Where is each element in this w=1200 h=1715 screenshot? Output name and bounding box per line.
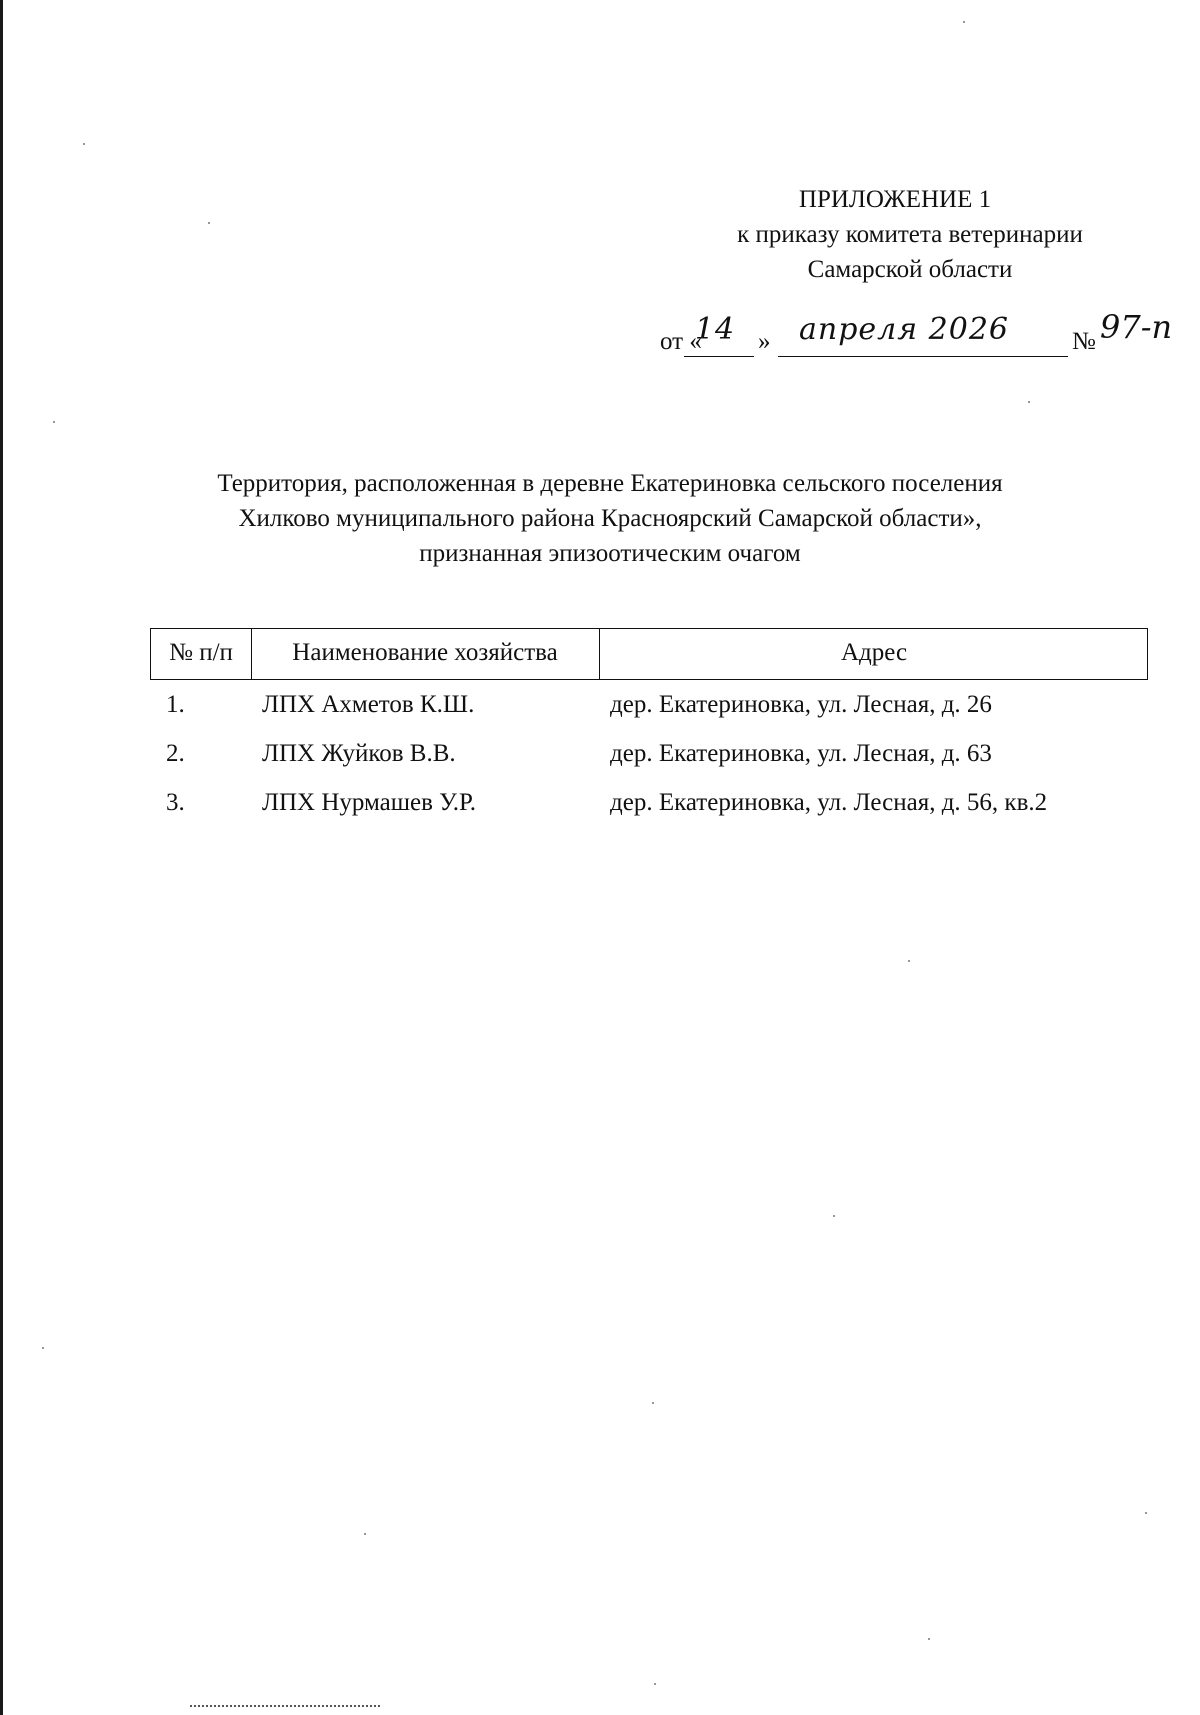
month-underline bbox=[778, 356, 1068, 357]
table-header bbox=[150, 628, 1148, 680]
row-number: 2. bbox=[166, 740, 185, 767]
row-farm-name: ЛПХ Нурмашев У.Р. bbox=[262, 789, 477, 816]
scan-speck bbox=[833, 1215, 835, 1217]
scan-speck bbox=[1028, 401, 1030, 403]
appendix-title: ПРИЛОЖЕНИЕ 1 bbox=[798, 186, 992, 213]
row-number: 1. bbox=[166, 691, 185, 718]
farms-table bbox=[150, 628, 1148, 827]
scan-speck bbox=[908, 960, 910, 962]
row-address: дер. Екатериновка, ул. Лесная, д. 56, кв.2 bbox=[610, 789, 1048, 816]
header-address: Адрес bbox=[840, 639, 908, 666]
date-prefix: от « bbox=[660, 328, 702, 355]
handwritten-day: 14 bbox=[694, 312, 736, 347]
header-farm-name: Наименование хозяйства bbox=[251, 629, 600, 679]
heading-line-2: Хилково муниципального района Красноярский Самарской области», bbox=[238, 505, 982, 532]
scan-left-edge bbox=[0, 0, 3, 1715]
table-row bbox=[150, 778, 1148, 827]
scan-speck bbox=[652, 1402, 654, 1404]
order-number-label: № bbox=[1072, 328, 1096, 355]
scan-speck bbox=[364, 1533, 366, 1535]
handwritten-order-number: 97-п bbox=[1100, 308, 1173, 346]
scan-speck bbox=[1145, 1512, 1147, 1514]
row-address: дер. Екатериновка, ул. Лесная, д. 26 bbox=[610, 691, 992, 718]
order-date-line bbox=[660, 308, 1190, 360]
date-quote-close: » bbox=[758, 328, 771, 355]
scan-speck bbox=[963, 21, 965, 23]
row-number: 3. bbox=[166, 789, 185, 816]
scan-speck bbox=[928, 1638, 930, 1640]
scan-artifact-bottom bbox=[190, 1705, 380, 1709]
scan-speck bbox=[53, 421, 55, 423]
row-farm-name: ЛПХ Жуйков В.В. bbox=[262, 740, 456, 767]
appendix-region: Самарской области bbox=[807, 256, 1013, 283]
table-row bbox=[150, 729, 1148, 778]
scan-speck bbox=[654, 1683, 656, 1685]
scan-speck bbox=[208, 222, 210, 224]
table-row bbox=[150, 680, 1148, 729]
heading-line-3: признанная эпизоотическим очагом bbox=[419, 540, 801, 567]
scan-speck bbox=[42, 1347, 44, 1349]
handwritten-month-year: апреля 2026 bbox=[798, 312, 1009, 347]
scan-speck bbox=[83, 143, 85, 145]
header-number: № п/п bbox=[151, 629, 252, 679]
heading-line-1: Территория, расположенная в деревне Екатериновка сельского поселения bbox=[217, 470, 1003, 497]
row-address: дер. Екатериновка, ул. Лесная, д. 63 bbox=[610, 740, 992, 767]
document-heading bbox=[120, 466, 1100, 571]
day-underline bbox=[684, 356, 754, 357]
appendix-order-reference: к приказу комитета ветеринарии bbox=[737, 221, 1083, 248]
row-farm-name: ЛПХ Ахметов К.Ш. bbox=[262, 691, 475, 718]
